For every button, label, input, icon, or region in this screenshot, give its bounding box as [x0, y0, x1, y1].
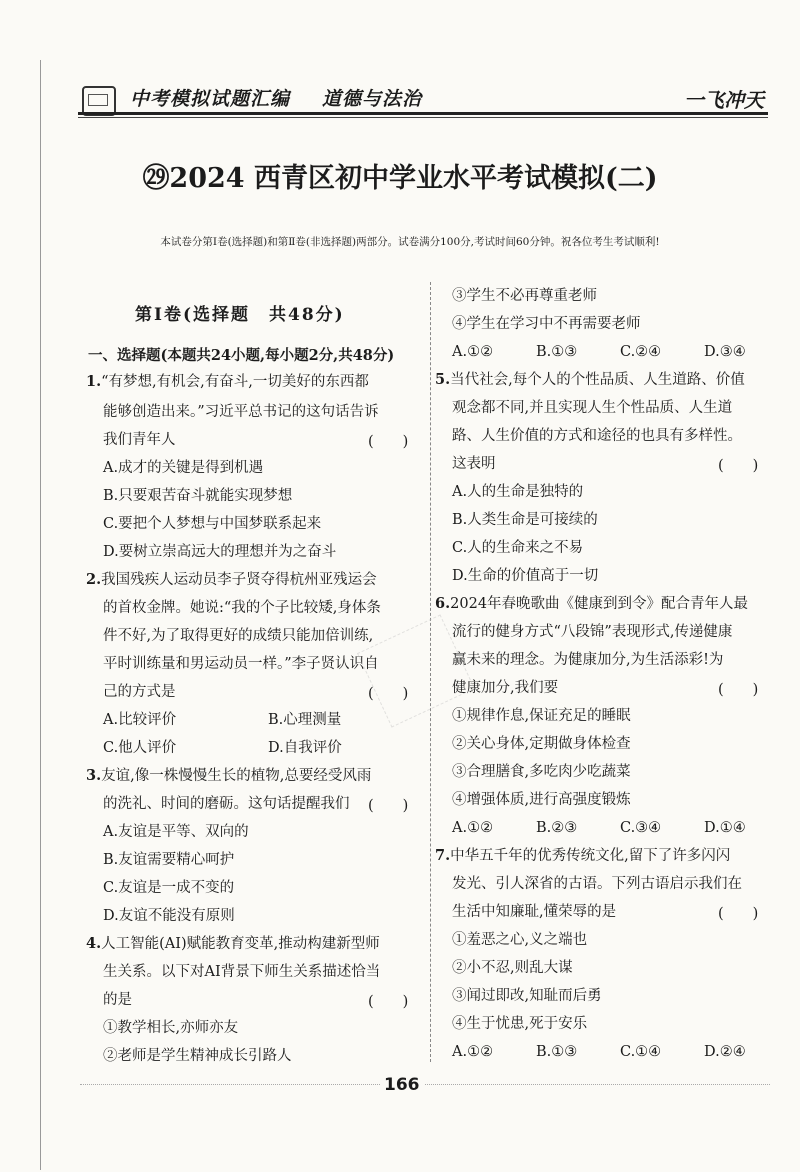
- option-b: B.①③: [536, 1044, 578, 1060]
- statement-3: ③合理膳食,多吃肉少吃蔬菜: [452, 764, 631, 780]
- answer-paren: ( ): [718, 906, 759, 922]
- option-a: A.比较评价: [103, 712, 177, 728]
- question-2-line-3: 件不好,为了取得更好的成绩只能加倍训练,: [103, 628, 374, 644]
- option-b: B.人类生命是可接续的: [452, 512, 598, 528]
- answer-paren: ( ): [368, 686, 409, 702]
- question-3-line-1: 3.友谊,像一株慢慢生长的植物,总要经受风雨: [86, 767, 372, 784]
- question-7-line-1: 7.中华五千年的优秀传统文化,留下了许多闪闪: [435, 847, 731, 864]
- answer-paren: ( ): [718, 682, 759, 698]
- answer-paren: ( ): [718, 458, 759, 474]
- question-6-line-3: 赢未来的理念。为健康加分,为生活添彩!为: [452, 652, 724, 668]
- question-6-line-4: 健康加分,我们要: [452, 680, 559, 696]
- exam-instructions: 本试卷分第Ⅰ卷(选择题)和第Ⅱ卷(非选择题)两部分。试卷满分100分,考试时间60分钟。祝各位考生考试顺利!: [160, 236, 660, 248]
- statement-4: ④学生在学习中不再需要老师: [452, 316, 641, 332]
- header-brand: 一飞冲天: [684, 88, 764, 112]
- page-edge-line: [40, 60, 41, 1170]
- option-b: B.友谊需要精心呵护: [103, 852, 235, 868]
- question-5-line-1: 5.当代社会,每个人的个性品质、人生道路、价值: [435, 371, 745, 388]
- question-6-line-1: 6.2024年春晚歌曲《健康到到令》配合青年人最: [435, 595, 749, 612]
- question-1-line-2: 能够创造出来。”习近平总书记的这句话告诉: [103, 404, 379, 420]
- question-5-line-3: 路、人生价值的方式和途径的也具有多样性。: [452, 428, 742, 444]
- section-title: 一、选择题(本题共24小题,每小题2分,共48分): [88, 347, 395, 364]
- question-2-line-1: 2.我国残疾人运动员李子贤夺得杭州亚残运会: [86, 571, 377, 588]
- question-2-line-5: 己的方式是: [103, 684, 176, 700]
- part-title: 第Ⅰ卷(选择题 共48分): [135, 305, 345, 325]
- statement-3: ③闻过即改,知耻而后勇: [452, 988, 602, 1004]
- header-series: 中考模拟试题汇编: [130, 88, 291, 110]
- header-subject: 道德与法治: [322, 88, 423, 110]
- option-d: D.要树立崇高远大的理想并为之奋斗: [103, 544, 337, 560]
- option-c: C.他人评价: [103, 740, 177, 756]
- option-c: C.③④: [620, 820, 662, 836]
- option-d: D.生命的价值高于一切: [452, 568, 599, 584]
- header-rule: [78, 112, 768, 115]
- question-2-line-2: 的首枚金牌。她说:“我的个子比较矮,身体条: [103, 600, 381, 616]
- question-7-line-3: 生活中知廉耻,懂荣辱的是: [452, 904, 617, 920]
- option-d: D.友谊不能没有原则: [103, 908, 235, 924]
- statement-2: ②小不忍,则乱大谋: [452, 960, 573, 976]
- option-a: A.①②: [452, 820, 494, 836]
- option-d: D.自我评价: [268, 740, 342, 756]
- question-5-line-2: 观念都不同,并且实现人生个性品质、人生道: [452, 400, 733, 416]
- option-c: C.①④: [620, 1044, 662, 1060]
- option-c: C.友谊是一成不变的: [103, 880, 235, 896]
- option-c: C.人的生命来之不易: [452, 540, 584, 556]
- footer-rule: [80, 1084, 770, 1085]
- option-a: A.①②: [452, 1044, 494, 1060]
- question-4-line-1: 4.人工智能(AI)赋能教育变革,推动构建新型师: [86, 935, 380, 952]
- statement-1: ①规律作息,保证充足的睡眠: [452, 708, 631, 724]
- option-d: D.①④: [704, 820, 746, 836]
- statement-2: ②老师是学生精神成长引路人: [103, 1048, 292, 1064]
- exam-title: ㉙2024 西青区初中学业水平考试模拟(二): [142, 163, 658, 194]
- option-d: D.②④: [704, 1044, 746, 1060]
- question-5-line-4: 这表明: [452, 456, 496, 472]
- answer-paren: ( ): [368, 994, 409, 1010]
- header-rule-thin: [78, 117, 768, 118]
- option-c: C.要把个人梦想与中国梦联系起来: [103, 516, 322, 532]
- option-b: B.②③: [536, 820, 578, 836]
- statement-1: ①羞恶之心,义之端也: [452, 932, 588, 948]
- option-a: A.友谊是平等、双向的: [103, 824, 249, 840]
- option-a: A.成才的关键是得到机遇: [103, 460, 264, 476]
- question-1-line-3: 我们青年人: [103, 432, 176, 448]
- option-a: A.①②: [452, 344, 494, 360]
- question-1-line-1: 1.“有梦想,有机会,有奋斗,一切美好的东西都: [86, 373, 369, 390]
- statement-3: ③学生不必再尊重老师: [452, 288, 597, 304]
- question-2-line-4: 平时训练量和男运动员一样。”李子贤认识自: [103, 656, 379, 672]
- statement-4: ④生于忧患,死于安乐: [452, 1016, 588, 1032]
- question-4-line-2: 生关系。以下对AI背景下师生关系描述恰当: [103, 964, 381, 980]
- statement-2: ②关心身体,定期做身体检查: [452, 736, 631, 752]
- question-3-line-2: 的洗礼、时间的磨砺。这句话提醒我们: [103, 796, 350, 812]
- option-d: D.③④: [704, 344, 746, 360]
- option-a: A.人的生命是独特的: [452, 484, 584, 500]
- question-6-line-2: 流行的健身方式“八段锦”表现形式,传递健康: [452, 624, 733, 640]
- option-c: C.②④: [620, 344, 662, 360]
- answer-paren: ( ): [368, 798, 409, 814]
- question-7-line-2: 发光、引人深省的古语。下列古语启示我们在: [452, 876, 742, 892]
- statement-4: ④增强体质,进行高强度锻炼: [452, 792, 631, 808]
- option-b: B.①③: [536, 344, 578, 360]
- answer-paren: ( ): [368, 434, 409, 450]
- statement-1: ①教学相长,亦师亦友: [103, 1020, 239, 1036]
- page-number: 166: [380, 1075, 424, 1095]
- option-b: B.只要艰苦奋斗就能实现梦想: [103, 488, 293, 504]
- question-4-line-3: 的是: [103, 992, 132, 1008]
- option-b: B.心理测量: [268, 712, 342, 728]
